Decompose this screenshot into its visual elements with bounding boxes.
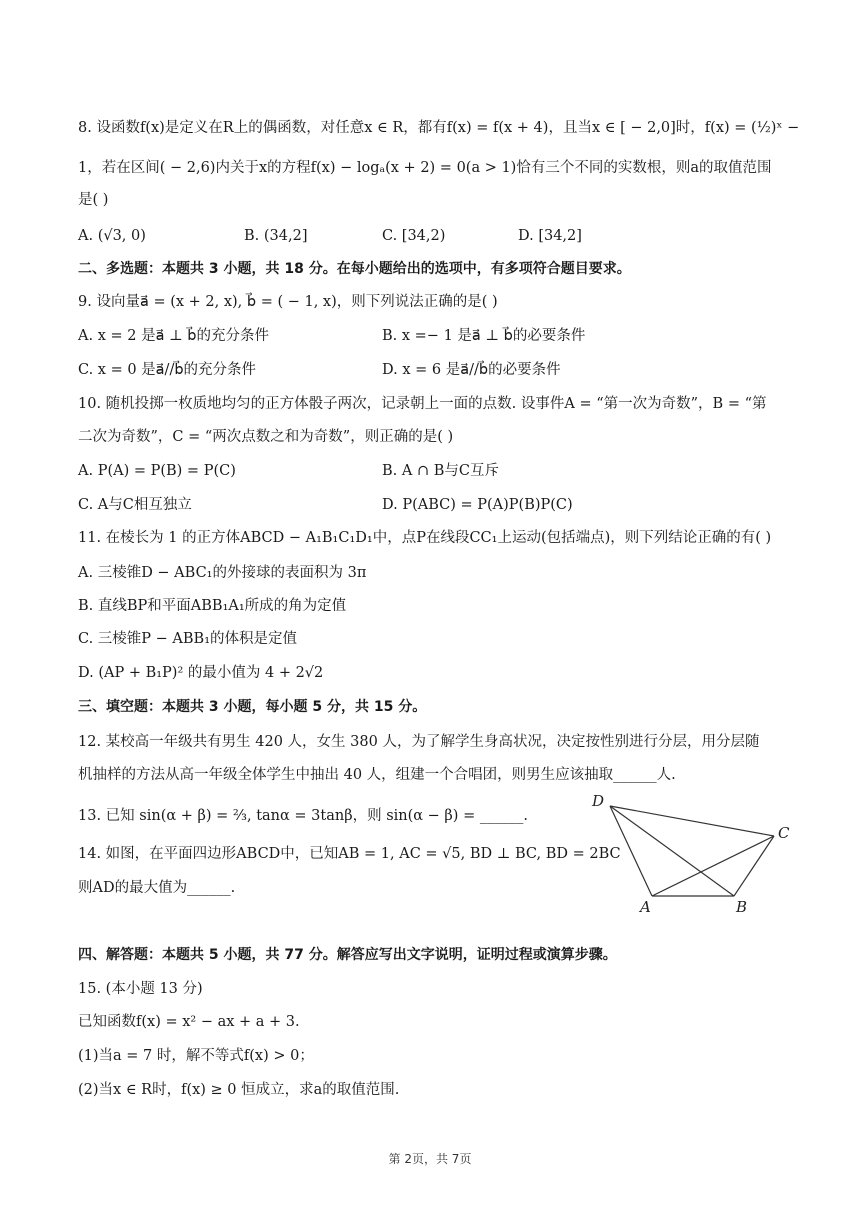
q11-option-b: B. 直线BP和平面ABB₁A₁所成的角为定值 bbox=[78, 598, 347, 614]
q9-stem: 9. 设向量a⃗ = (x + 2, x), b⃗ = ( − 1, x)，则下列说法正确的是( ) bbox=[78, 294, 498, 310]
q11-option-d: D. (AP + B₁P)² 的最小值为 4 + 2√2 bbox=[78, 665, 324, 681]
q14-line1: 14. 如图，在平面四边形ABCD中，已知AB = 1, AC = √5, BD ⊥ BC, BD = 2BC bbox=[78, 846, 621, 862]
label-a: A bbox=[640, 898, 651, 916]
q12-line1: 12. 某校高一年级共有男生 420 人，女生 380 人，为了解学生身高状况，决定按性别进行分层，用分层随 bbox=[78, 734, 760, 750]
q15-part2: (2)当x ∈ R时，f(x) ≥ 0 恒成立，求a的取值范围. bbox=[78, 1082, 400, 1098]
q8-option-d: D. [34,2] bbox=[518, 228, 582, 244]
label-c: C bbox=[778, 824, 790, 842]
diagonal-db bbox=[610, 806, 734, 896]
q11-option-c: C. 三棱锥P − ABB₁的体积是定值 bbox=[78, 631, 298, 647]
q10-line1: 10. 随机投掷一枚质地均匀的正方体骰子两次，记录朝上一面的点数. 设事件A = “第一次为奇数”，B = “第 bbox=[78, 396, 767, 412]
q12-line2: 机抽样的方法从高一年级全体学生中抽出 40 人，组建一个合唱团，则男生应该抽取______人. bbox=[78, 767, 676, 783]
edge-cb bbox=[734, 836, 774, 896]
label-d: D bbox=[592, 792, 605, 810]
label-b: B bbox=[736, 898, 748, 916]
q8-option-b: B. (34,2] bbox=[244, 228, 308, 244]
q9-option-d: D. x = 6 是a⃗//b⃗的必要条件 bbox=[382, 362, 561, 378]
diagonal-ac bbox=[652, 836, 774, 896]
q14-line2: 则AD的最大值为______. bbox=[78, 880, 236, 896]
q10-option-b: B. A ∩ B与C互斥 bbox=[382, 463, 499, 479]
q8-line2: 1，若在区间( − 2,6)内关于x的方程f(x) − logₐ(x + 2) = 0(a > 1)恰有三个不同的实数根，则a的取值范围 bbox=[78, 160, 772, 176]
q8-line3: 是( ) bbox=[78, 192, 109, 208]
q10-option-a: A. P(A) = P(B) = P(C) bbox=[78, 463, 236, 479]
q10-line2: 二次为奇数”，C = “两次点数之和为奇数”，则正确的是( ) bbox=[78, 429, 454, 445]
q15-header: 15. (本小题 13 分) bbox=[78, 981, 203, 997]
q8-option-c: C. [34,2) bbox=[382, 228, 446, 244]
q10-option-d: D. P(ABC) = P(A)P(B)P(C) bbox=[382, 497, 573, 513]
section-4-heading: 四、解答题：本题共 5 小题，共 77 分。解答应写出文字说明，证明过程或演算步骤。 bbox=[78, 947, 617, 963]
q9-option-a: A. x = 2 是a⃗ ⊥ b⃗的充分条件 bbox=[78, 328, 270, 344]
q8-line1: 8. 设函数f(x)是定义在R上的偶函数，对任意x ∈ R，都有f(x) = f(x + 4)，且当x ∈ [ − 2,0]时，f(x) = (½)ˣ − bbox=[78, 120, 800, 136]
q10-option-c: C. A与C相互独立 bbox=[78, 497, 192, 513]
q11-stem: 11. 在棱长为 1 的正方体ABCD − A₁B₁C₁D₁中，点P在线段CC₁上运动(包括端点)，则下列结论正确的有( ) bbox=[78, 530, 772, 546]
section-2-heading: 二、多选题：本题共 3 小题，共 18 分。在每小题给出的选项中，有多项符合题目要求。 bbox=[78, 261, 631, 277]
edge-ad bbox=[610, 806, 652, 896]
page-footer: 第 2页，共 7页 bbox=[388, 1152, 472, 1166]
q8-option-a: A. (√3, 0) bbox=[78, 228, 146, 244]
quadrilateral-figure bbox=[588, 792, 800, 920]
q9-option-b: B. x =− 1 是a⃗ ⊥ b⃗的必要条件 bbox=[382, 328, 586, 344]
edge-dc bbox=[610, 806, 774, 836]
q13-text: 13. 已知 sin(α + β) = ⅔, tanα = 3tanβ，则 sin(α − β) = ______. bbox=[78, 808, 528, 824]
q9-option-c: C. x = 0 是a⃗//b⃗的充分条件 bbox=[78, 362, 257, 378]
q15-part1: (1)当a = 7 时，解不等式f(x) > 0； bbox=[78, 1048, 314, 1064]
q15-stem: 已知函数f(x) = x² − ax + a + 3. bbox=[78, 1014, 300, 1030]
q11-option-a: A. 三棱锥D − ABC₁的外接球的表面积为 3π bbox=[78, 565, 367, 581]
section-3-heading: 三、填空题：本题共 3 小题，每小题 5 分，共 15 分。 bbox=[78, 699, 427, 715]
